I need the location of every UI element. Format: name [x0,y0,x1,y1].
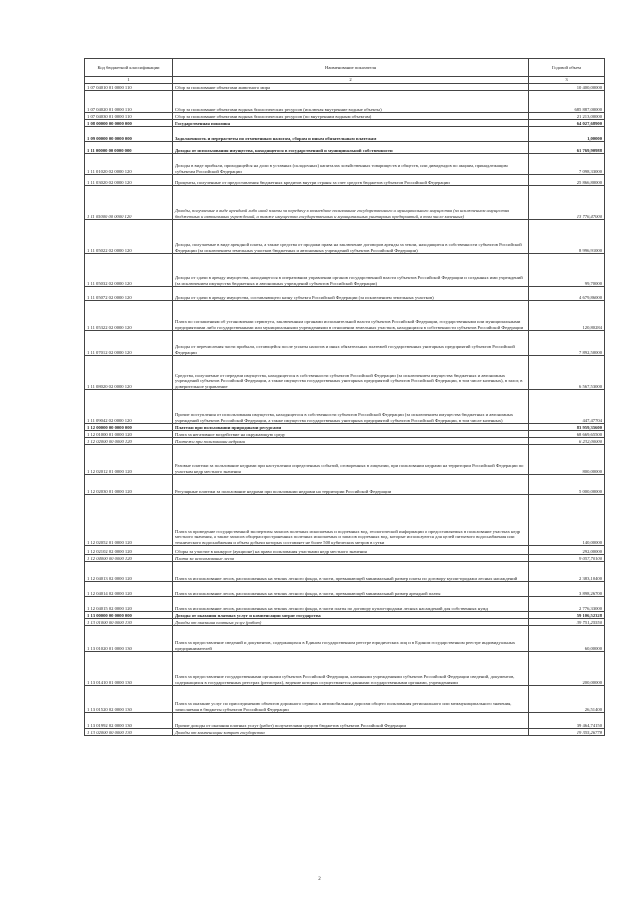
row-code: 1 12 02102 02 0000 120 [85,546,173,555]
row-name: Проценты, полученные от предоставления бюджетных кредитов внутри страны за счет средств бюджетов субъектов Российской Федерации [173,175,529,186]
table-row [85,91,605,113]
row-value: 83 959,35600 [529,424,605,431]
row-name: Плата по соглашениям об установлении сервитута, заключенным органами исполнительной власти субъектов Российской Федерации, государственными или муниципальными предприятиями либо государственными или муниципальными учреждениями в отношении земельных участков, находящихся в собственности субъектов Российской Федерации [173,301,529,331]
row-name: Плата за использование лесов, расположенных на землях лесного фонда, в части платы по договору купли-продажи лесных насаждений для собственных нужд [173,597,529,612]
row-value: 7 098,33000 [529,154,605,175]
table-colnum-row [85,77,605,84]
row-code: 1 11 07012 02 0000 120 [85,331,173,356]
row-name: Платежи при пользовании природными ресурсами [173,424,529,431]
row-code: 1 13 02000 00 0000 130 [85,729,173,736]
row-name: Плата за предоставление государственными органами субъектов Российской Федерации, казенными учреждениями субъектов Российской Федерации сведений, документов, содержащихся в государственных реестрах (регистрах), ведение которых осуществляется данными государственными органами, учреждениями [173,652,529,686]
table-row [85,390,605,424]
row-value: 10 400,00000 [529,84,605,91]
table-row [85,424,605,431]
row-name: Плата за использование лесов, расположенных на землях лесного фонда, в части, превышающей минимальный размер арендной платы [173,582,529,597]
row-value: 99,70000 [529,254,605,287]
table-row [85,495,605,546]
table-row [85,546,605,555]
row-name: Плата за предоставление сведений и документов, содержащихся в Едином государственном реестре юридических лиц и в Едином государственном реестре индивидуальных предпринимателей [173,626,529,652]
row-value: 685 887,00000 [529,91,605,113]
row-code: 1 11 05072 02 0000 120 [85,287,173,301]
row-value: 6 567,53000 [529,356,605,390]
row-code: 1 13 01020 01 0000 130 [85,626,173,652]
row-code: 1 13 01520 02 0000 130 [85,686,173,713]
row-name: Регулярные платежи за пользование недрами при пользовании недрами на территории Российской Федерации [173,475,529,495]
row-code: 1 09 00000 00 0000 000 [85,127,173,142]
row-name: Прочие доходы от оказания платных услуг (работ) получателями средств бюджетов субъектов Российской Федерации [173,713,529,729]
table-row [85,113,605,120]
row-value: 292,00000 [529,546,605,555]
row-value: 9 057,70100 [529,555,605,562]
row-code: 1 12 02012 01 0000 120 [85,445,173,475]
row-value: 60,00000 [529,626,605,652]
row-name: Сборы за участие в конкурсе (аукционе) на право пользования участками недр местного значения [173,546,529,555]
row-value: 200,00000 [529,652,605,686]
row-value: 61 769,90988 [529,142,605,154]
row-name: Доходы, получаемые в виде арендной платы, а также средства от продажи права на заключение договоров аренды за земли, находящиеся в собственности субъектов Российской Федерации (за исключением земельных участков бюджетных и автономных учреждений субъектов Российской Федерации) [173,220,529,254]
row-value: 447,47704 [529,390,605,424]
row-name: Государственная пошлина [173,120,529,127]
row-name: Сбор за пользование объектами водных биологических ресурсов (по внутренним водным объектам) [173,113,529,120]
row-code: 1 07 04030 01 0000 110 [85,113,173,120]
row-value: 13 776,47000 [529,186,605,220]
row-name: Средства, получаемые от передачи имущества, находящегося в собственности субъектов Российской Федерации (за исключением имущества бюджетных и автономных учреждений субъектов Российской Федерации, а также имущества государственных унитарных предприятий субъектов Российской Федерации, в том числе казенных), в залог, в доверительное управление [173,356,529,390]
row-code: 1 11 05322 02 0000 120 [85,301,173,331]
table-row [85,287,605,301]
row-name: Доходы от компенсации затрат государства [173,729,529,736]
row-value: 3 898,26700 [529,582,605,597]
table-row [85,729,605,736]
row-name: Плата за проведение государственной экспертизы запасов полезных ископаемых и подземных вод, геологической информации о предоставляемых в пользование участках недр местного значения, а также запасов общераспространенных полезных ископаемых и запасов подземных вод, которые используются для целей питьевого водоснабжения или технического водоснабжения и объем добычи которых составляет не более 500 кубических метров в сутки [173,495,529,546]
row-value: 1,00000 [529,127,605,142]
row-value: 68 669,65500 [529,431,605,438]
table-row [85,120,605,127]
table-row [85,555,605,562]
row-code: 1 13 01410 01 0000 130 [85,652,173,686]
row-code: 1 11 03020 02 0000 120 [85,175,173,186]
row-value: 59 106,52328 [529,612,605,619]
row-value: 5 000,00000 [529,475,605,495]
row-name: Доходы от сдачи в аренду имущества, составляющего казну субъекта Российской Федерации (за исключением земельных участков) [173,287,529,301]
table-row [85,431,605,438]
row-name: Сбор за пользование объектами водных биологических ресурсов (исключая внутренние водные объекты) [173,91,529,113]
row-name: Доходы от оказания платных услуг (работ) [173,619,529,626]
row-value: 6 232,00000 [529,438,605,445]
row-code: 1 11 05000 00 0000 120 [85,186,173,220]
table-row [85,175,605,186]
row-name: Плата за использование лесов, расположенных на землях лесного фонда, в части, превышающей минимальный размер платы по договору купли-продажи лесных насаждений [173,562,529,582]
row-name: Доходы, получаемые в виде арендной либо иной платы за передачу в возмездное пользование государственного и муниципального имущества (за исключением имущества бюджетных и автономных учреждений, а также имущества государственных и муниципальных унитарных предприятий, в том числе казенных) [173,186,529,220]
table-row [85,713,605,729]
row-name: Плата за оказание услуг по присоединению объектов дорожного сервиса к автомобильным дорогам общего пользования регионального или межмуниципального значения, зачисляемая в бюджеты субъектов Российской Федерации [173,686,529,713]
row-code: 1 08 00000 00 0000 000 [85,120,173,127]
table-row [85,254,605,287]
row-code: 1 12 00000 00 0000 000 [85,424,173,431]
row-code: 1 07 04020 01 0000 110 [85,91,173,113]
row-value: 7 892,50000 [529,331,605,356]
table-row [85,445,605,475]
revenue-table [84,58,605,736]
row-name: Платежи при пользовании недрами [173,438,529,445]
row-name: Доходы от использования имущества, находящегося в государственной и муниципальной собственности [173,142,529,154]
page-number: 2 [318,877,321,882]
row-code: 1 13 01992 02 0000 130 [85,713,173,729]
document-page [84,58,604,736]
table-row [85,597,605,612]
table-row [85,84,605,91]
table-row [85,652,605,686]
row-code: 1 11 00000 00 0000 000 [85,142,173,154]
row-code: 1 11 05032 02 0000 120 [85,254,173,287]
row-value: 25 866,80000 [529,175,605,186]
row-code: 1 11 09042 02 0000 120 [85,390,173,424]
row-name: Задолженность и перерасчеты по отмененным налогам, сборам и иным обязательным платежам [173,127,529,142]
row-name: Сбор за пользование объектами животного мира [173,84,529,91]
colnum-2: 2 [173,77,529,84]
row-value: 19 355,26778 [529,729,605,736]
row-code: 1 13 01000 00 0000 130 [85,619,173,626]
table-row [85,220,605,254]
row-code: 1 13 00000 00 0000 000 [85,612,173,619]
row-code: 1 12 01000 01 0000 120 [85,431,173,438]
table-row [85,619,605,626]
table-row [85,438,605,445]
table-row [85,356,605,390]
table-row [85,686,605,713]
row-code: 1 07 04010 01 0000 110 [85,84,173,91]
table-row [85,612,605,619]
row-name: Плата за негативное воздействие на окружающую среду [173,431,529,438]
row-value: 2 776,33000 [529,597,605,612]
header-code: Код бюджетной классификации [85,59,173,77]
row-value: 800,00000 [529,445,605,475]
row-name: Доходы от сдачи в аренду имущества, находящегося в оперативном управлении органов государственной власти субъектов Российской Федерации и созданных ими учреждений (за исключением имущества бюджетных и автономных учреждений субъектов Российской Федерации) [173,254,529,287]
table-row [85,626,605,652]
row-value: 120,80284 [529,301,605,331]
row-code: 1 12 04000 00 0000 120 [85,555,173,562]
row-code: 1 12 04015 02 0000 120 [85,597,173,612]
row-value: 39 464,74150 [529,713,605,729]
table-row [85,154,605,175]
row-code: 1 12 04014 02 0000 120 [85,582,173,597]
row-name: Плата за использование лесов [173,555,529,562]
row-name: Прочие поступления от использования имущества, находящегося в собственности субъектов Российской Федерации (за исключением имущества бюджетных и автономных учреждений субъектов Российской Федерации, а также имущества государственных унитарных предприятий субъектов Российской Федерации, в том числе казенных) [173,390,529,424]
row-code: 1 12 04013 02 0000 120 [85,562,173,582]
row-value: 64 027,68900 [529,120,605,127]
table-row [85,301,605,331]
row-value: 140,00000 [529,495,605,546]
table-row [85,582,605,597]
row-code: 1 12 02000 00 0000 120 [85,438,173,445]
row-value: 21 213,00000 [529,113,605,120]
row-code: 1 12 02052 01 0000 120 [85,495,173,546]
table-row [85,186,605,220]
row-code: 1 11 08020 02 0000 120 [85,356,173,390]
header-name: Наименование показателя [173,59,529,77]
row-code: 1 11 01020 02 0000 120 [85,154,173,175]
row-name: Доходы в виде прибыли, приходящейся на доли в уставных (складочных) капиталах хозяйственных товариществ и обществ, или дивидендов по акциям, принадлежащим субъектам Российской Федерации [173,154,529,175]
row-value: 39 751,25550 [529,619,605,626]
colnum-1: 1 [85,77,173,84]
table-row [85,127,605,142]
row-value: 4 679,86000 [529,287,605,301]
table-row [85,475,605,495]
row-value: 26,51400 [529,686,605,713]
table-header-row [85,59,605,77]
row-name: Разовые платежи за пользование недрами при наступлении определенных событий, оговоренных в лицензии, при пользовании недрами на территории Российской Федерации по участкам недр местного значения [173,445,529,475]
table-body [85,84,605,736]
row-code: 1 11 05022 02 0000 120 [85,220,173,254]
table-row [85,142,605,154]
colnum-3: 3 [529,77,605,84]
row-name: Доходы от перечисления части прибыли, остающейся после уплаты налогов и иных обязательных платежей государственных унитарных предприятий субъектов Российской Федерации [173,331,529,356]
row-name: Доходы от оказания платных услуг и компенсации затрат государства [173,612,529,619]
table-row [85,562,605,582]
header-value: Годовой объем [529,59,605,77]
row-code: 1 12 02030 01 0000 120 [85,475,173,495]
table-row [85,331,605,356]
row-value: 2 383,10400 [529,562,605,582]
row-value: 8 996,91000 [529,220,605,254]
